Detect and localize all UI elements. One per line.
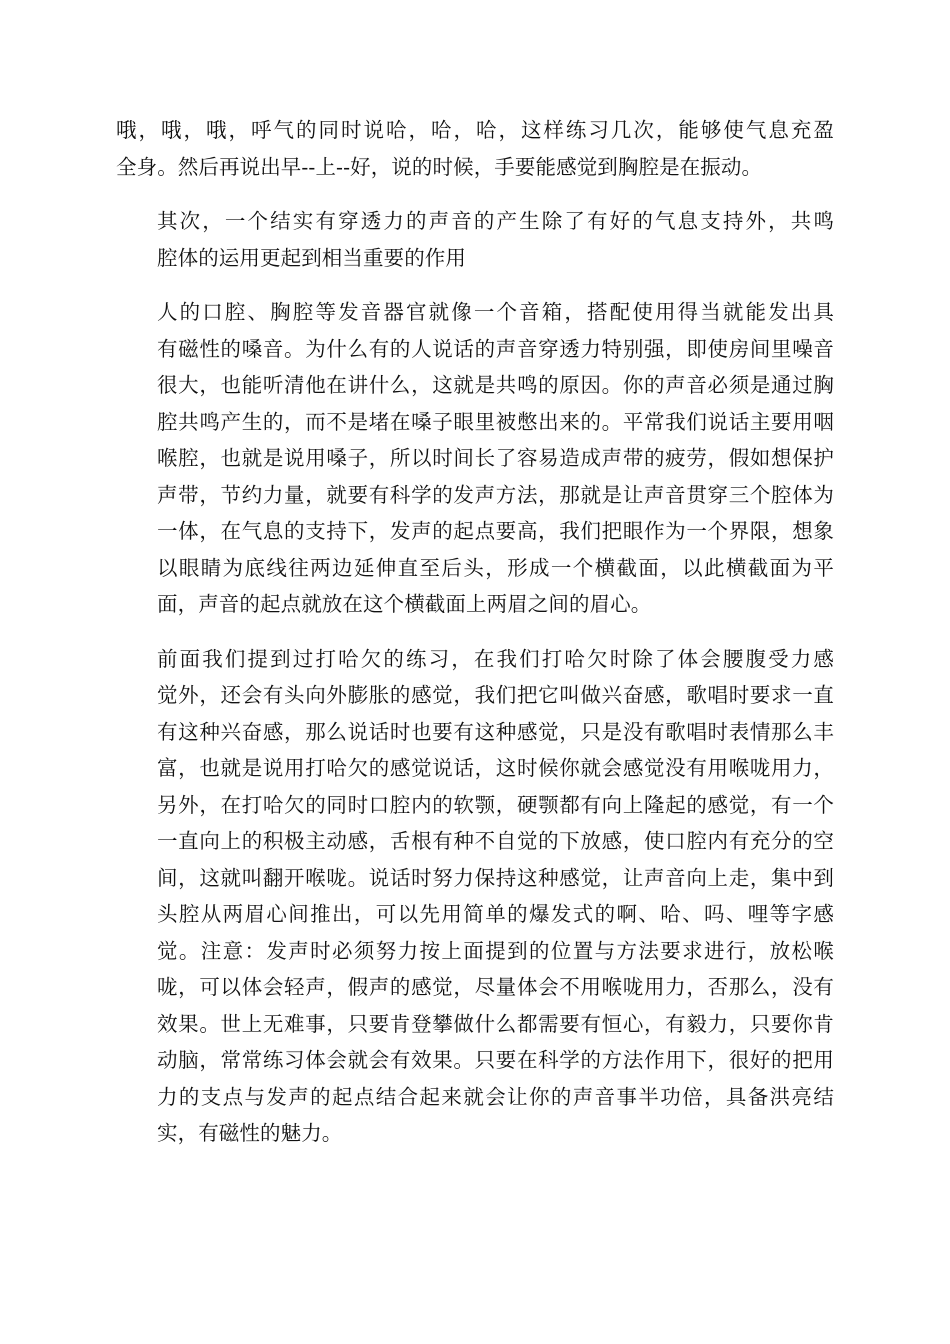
text-line: 一体，在气息的支持下，发声的起点要高，我们把眼作为一个界限，想象: [157, 519, 834, 543]
text-line: 喉腔，也就是说用嗓子，所以时间长了容易造成声带的疲劳，假如想保护: [157, 446, 834, 470]
text-line: 头腔从两眉心间推出，可以先用简单的爆发式的啊、哈、吗、哩等字感: [157, 902, 834, 926]
text-line: 效果。世上无难事，只要肯登攀做什么都需要有恒心，有毅力，只要你肯: [157, 1011, 834, 1036]
text-line: 哦，哦，哦，呼气的同时说哈，哈，哈，这样练习几次，能够使气息充盈: [116, 118, 834, 142]
text-line: 很大，也能听清他在讲什么，这就是共鸣的原因。你的声音必须是通过胸: [157, 373, 834, 397]
text-line: 以眼睛为底线往两边延伸直至后头，形成一个横截面，以此横截面为平: [157, 555, 834, 580]
text-line: 声带，节约力量，就要有科学的发声方法，那就是让声音贯穿三个腔体为: [157, 482, 834, 507]
text-line: 动脑，常常练习体会就会有效果。只要在科学的方法作用下，很好的把用: [157, 1048, 834, 1072]
text-line: 全身。然后再说出早--上--好，说的时候，手要能感觉到胸腔是在振动。: [116, 154, 763, 179]
text-line: 腔体的运用更起到相当重要的作用: [157, 245, 466, 270]
text-line: 腔共鸣产生的，而不是堵在嗓子眼里被憋出来的。平常我们说话主要用咽: [157, 409, 834, 434]
text-line: 有磁性的嗓音。为什么有的人说话的声音穿透力特别强，即使房间里噪音: [157, 336, 834, 361]
text-line: 面，声音的起点就放在这个横截面上两眉之间的眉心。: [157, 592, 652, 616]
text-line: 间，这就叫翻开喉咙。说话时努力保持这种感觉，让声音向上走，集中到: [157, 865, 834, 890]
text-line: 一直向上的积极主动感，舌根有种不自觉的下放感，使口腔内有充分的空: [157, 829, 834, 853]
text-line: 实，有磁性的魅力。: [157, 1121, 343, 1145]
text-line: 其次，一个结实有穿透力的声音的产生除了有好的气息支持外，共鸣: [157, 209, 834, 233]
text-line: 前面我们提到过打哈欠的练习，在我们打哈欠时除了体会腰腹受力感: [157, 646, 834, 671]
paragraph-4: [116, 641, 834, 1152]
paragraph-1: [116, 112, 834, 185]
text-line: 觉。注意：发声时必须努力按上面提到的位置与方法要求进行，放松喉: [157, 938, 834, 963]
text-line: 咙，可以体会轻声，假声的感觉，尽量体会不用喉咙用力，否那么，没有: [157, 975, 834, 999]
text-line: 富，也就是说用打哈欠的感觉说话，这时候你就会感觉没有用喉咙用力，: [157, 756, 834, 780]
paragraph-3: [116, 294, 834, 623]
text-line: 有这种兴奋感，那么说话时也要有这种感觉，只是没有歌唱时表情那么丰: [157, 719, 834, 744]
text-line: 力的支点与发声的起点结合起来就会让你的声音事半功倍，具备洪亮结: [157, 1084, 834, 1109]
document-body: [116, 112, 834, 1170]
text-line: 人的口腔、胸腔等发音器官就像一个音箱，搭配使用得当就能发出具: [157, 300, 834, 324]
text-line: 觉外，还会有头向外膨胀的感觉，我们把它叫做兴奋感，歌唱时要求一直: [157, 683, 834, 707]
paragraph-2: [116, 203, 834, 276]
text-line: 另外，在打哈欠的同时口腔内的软颚，硬颚都有向上隆起的感觉，有一个: [157, 792, 834, 817]
